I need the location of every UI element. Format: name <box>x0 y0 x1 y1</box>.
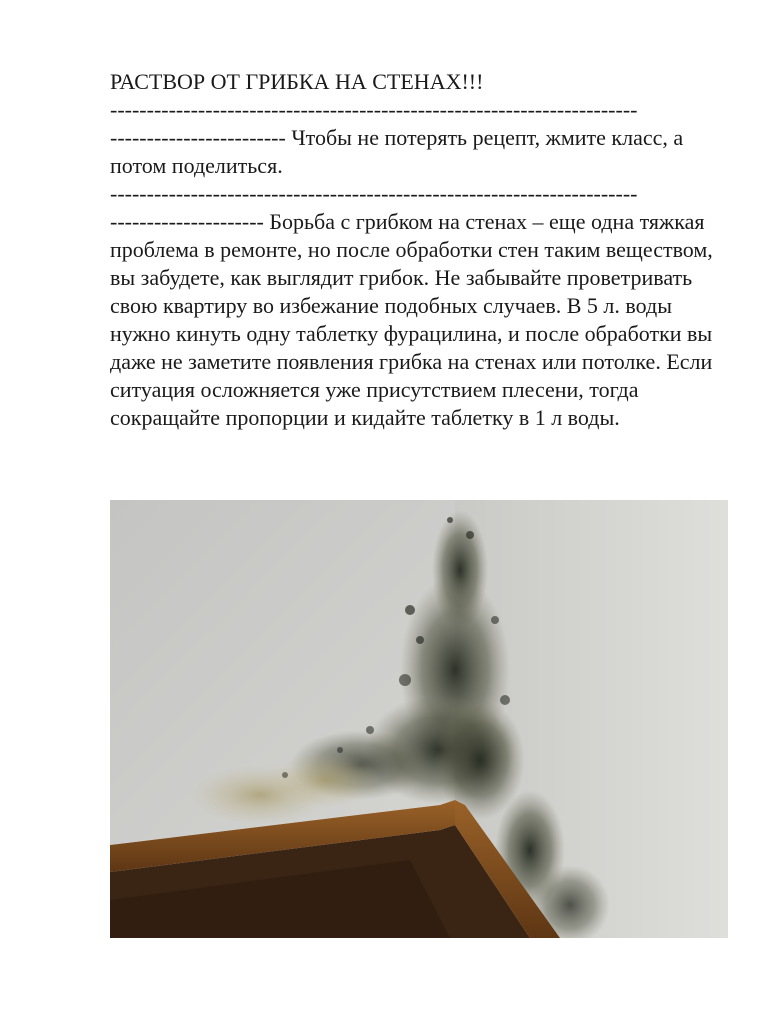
mold-photo-illustration <box>110 500 728 938</box>
text-content <box>110 68 722 432</box>
mold-photo <box>110 500 728 938</box>
separator-line-2: ------------------------------------------------------------------------ <box>110 181 638 206</box>
document-title: РАСТВОР ОТ ГРИБКА НА СТЕНАХ!!! <box>110 69 484 94</box>
paragraph-main-body: --------------------- Борьба с грибком на стенах – еще одна тяжкая проблема в ремонте, но после обработки стен таким веществом, вы забудете, как выглядит грибок. Не забывайте проветривать свою квартиру во избежание подобных случаев. В 5 л. воды нужно кинуть одну таблетку фурацилина, и после обработки вы даже не заметите появления грибка на стенах или потолке. Если ситуация осложняется уже присутствием плесени, тогда сокращайте пропорции и кидайте таблетку в 1 л воды. <box>110 209 713 430</box>
separator-line-1: ------------------------------------------------------------------------ <box>110 97 638 122</box>
paragraph-recipe-note: ------------------------ Чтобы не потерять рецепт, жмите класс, а потом поделиться. <box>110 125 684 178</box>
